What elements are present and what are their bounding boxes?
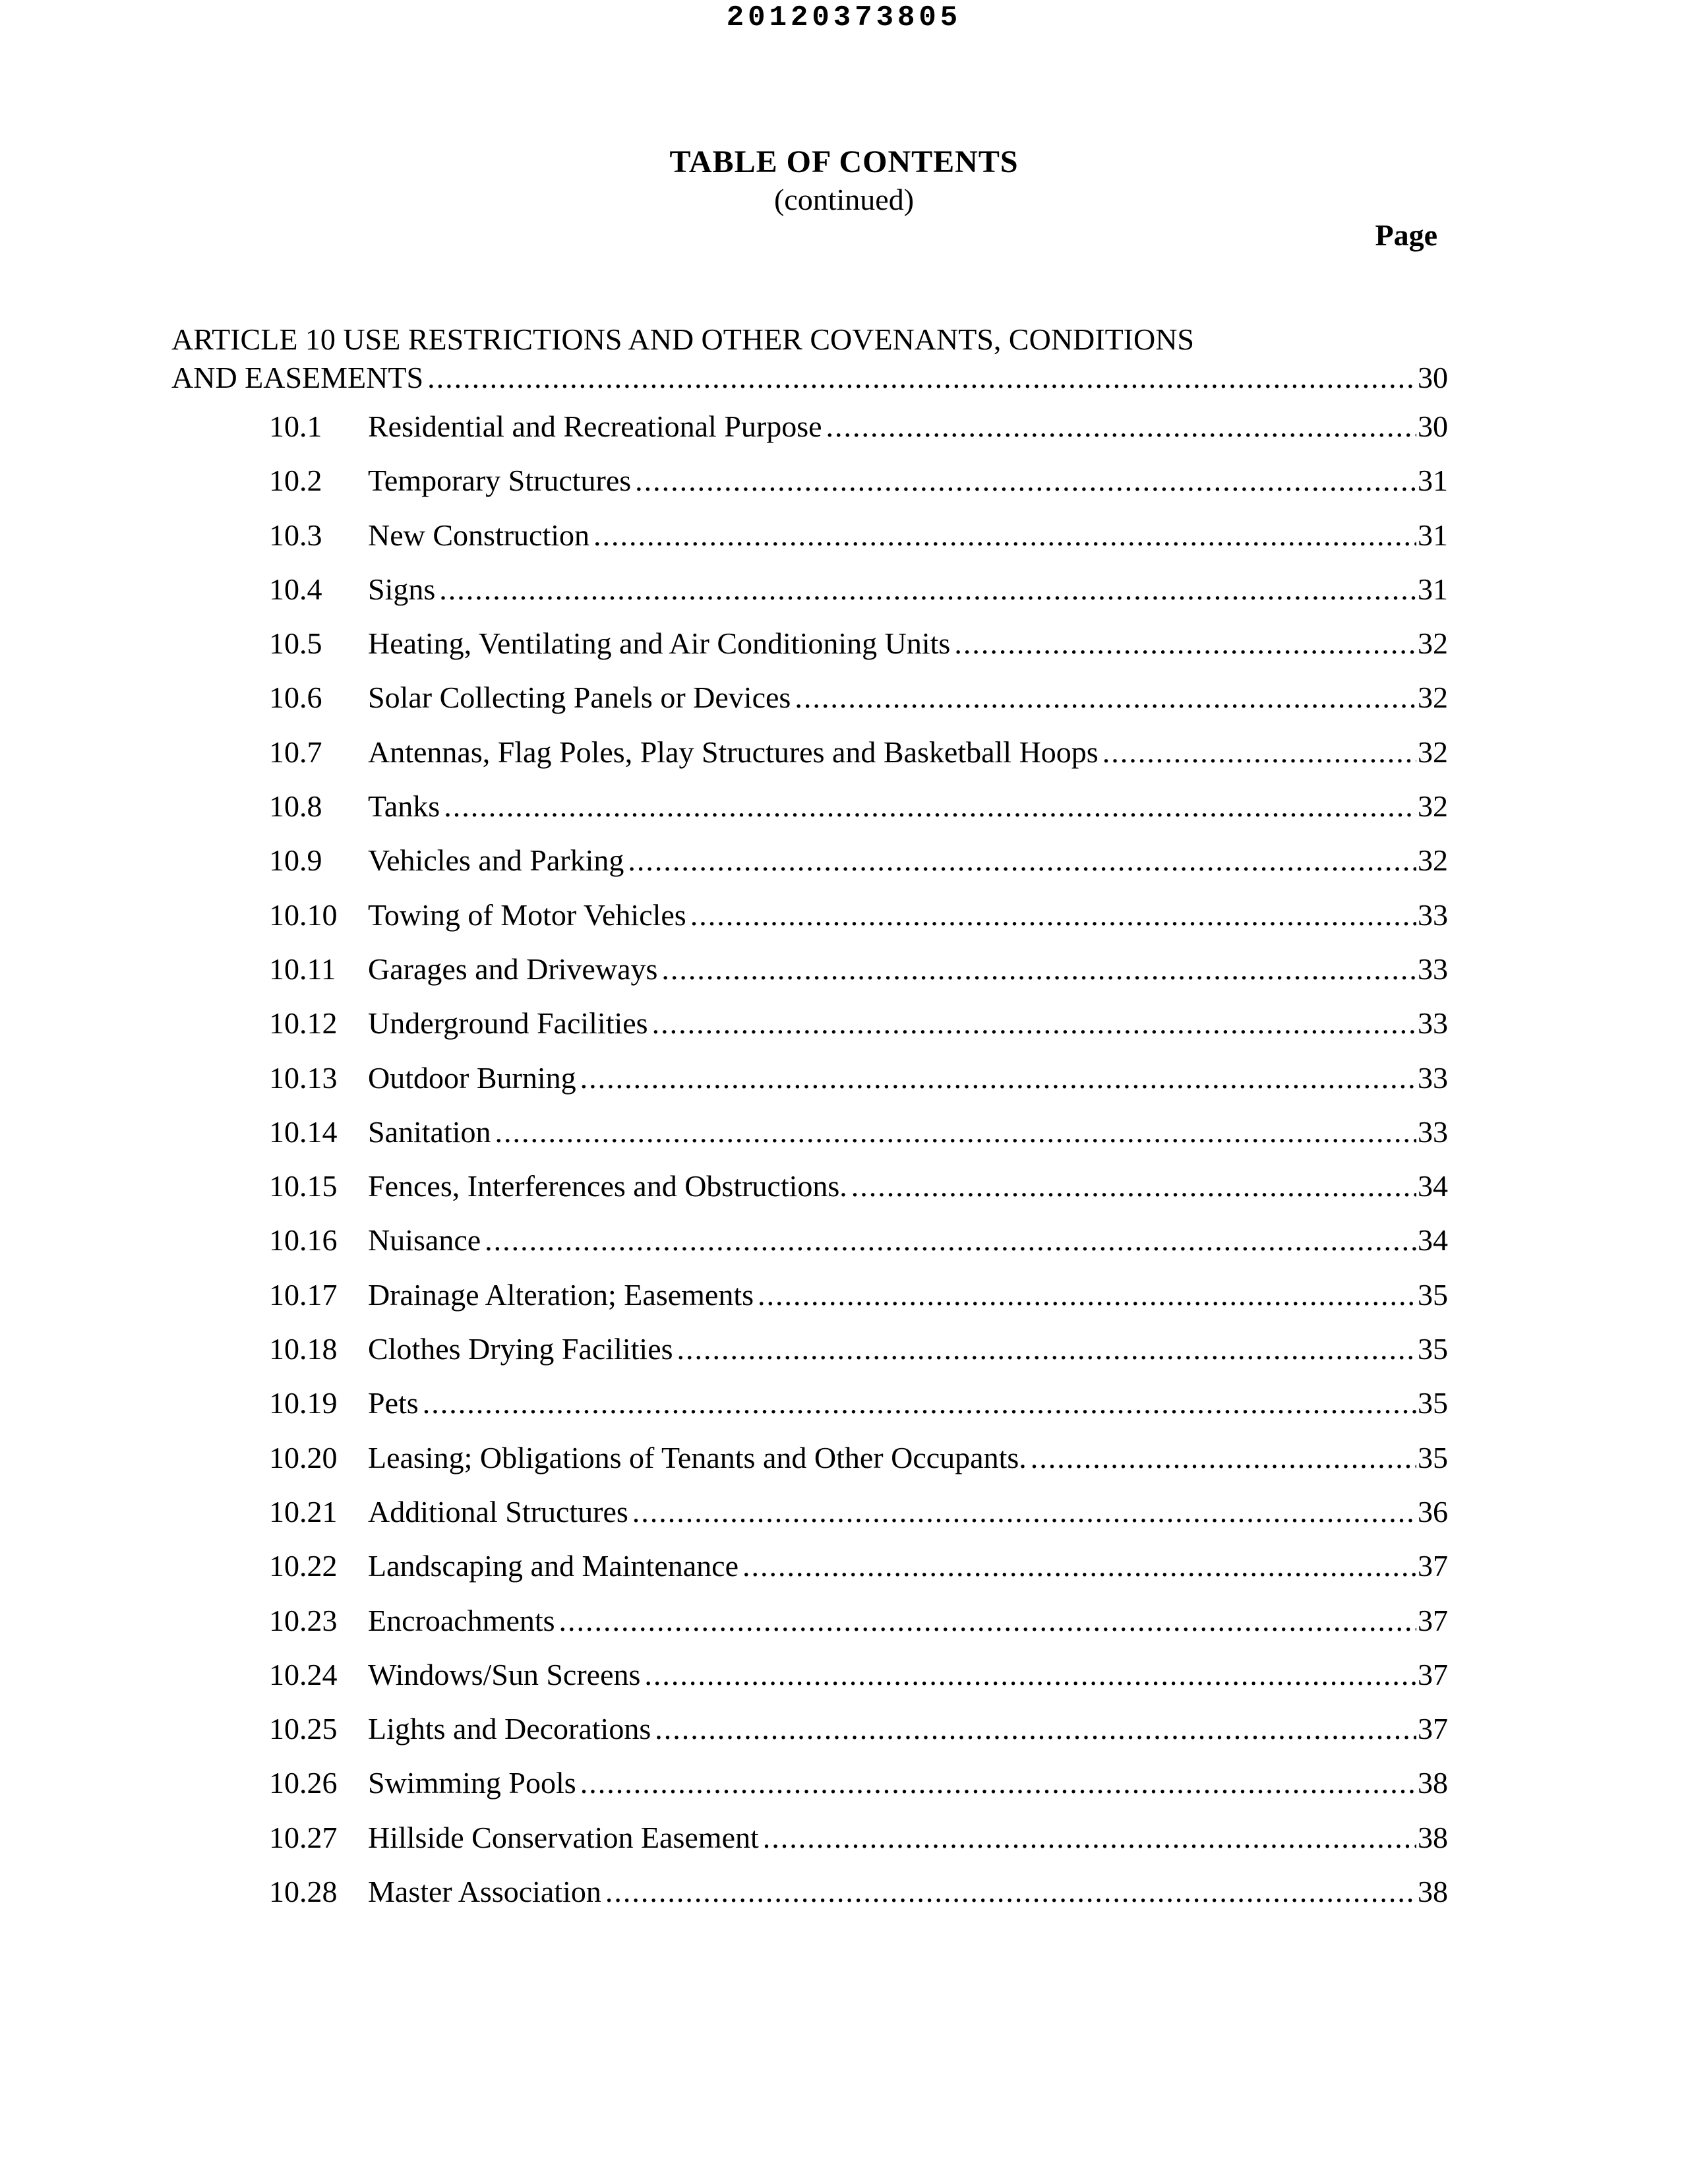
section-number: 10.17 — [269, 1277, 338, 1312]
toc-entry — [269, 463, 1448, 517]
section-title: Antennas, Flag Poles, Play Structures and Basketball Hoops — [368, 735, 1099, 769]
toc-entry — [269, 897, 1448, 952]
section-page-number: 32 — [1418, 681, 1448, 715]
article-entry — [171, 320, 1448, 397]
section-title: Additional Structures — [368, 1494, 628, 1529]
section-number: 10.6 — [269, 681, 322, 715]
section-page-number: 34 — [1418, 1223, 1448, 1258]
toc-entry — [269, 409, 1448, 463]
toc-entry — [269, 1006, 1448, 1060]
section-number: 10.12 — [269, 1006, 338, 1041]
section-title: Fences, Interferences and Obstructions. — [368, 1169, 847, 1203]
dot-leader — [661, 952, 1416, 986]
toc-entry — [269, 1711, 1448, 1765]
toc-entry — [269, 843, 1448, 897]
section-title: Outdoor Burning — [368, 1060, 576, 1095]
section-page-number: 33 — [1418, 952, 1448, 986]
section-title: Landscaping and Maintenance — [368, 1549, 738, 1583]
dot-leader — [605, 1874, 1416, 1909]
toc-entry — [269, 1277, 1448, 1331]
section-title: Residential and Recreational Purpose — [368, 410, 822, 443]
article-page-number: 30 — [1418, 361, 1448, 394]
section-page-number: 35 — [1418, 1332, 1448, 1366]
toc-entry — [269, 1440, 1448, 1494]
section-title: Nuisance — [368, 1223, 481, 1258]
dot-leader — [559, 1603, 1416, 1638]
section-page-number: 32 — [1418, 843, 1448, 878]
section-page-number: 37 — [1418, 1657, 1448, 1691]
section-page-number: 37 — [1418, 1603, 1448, 1637]
section-page-number: 31 — [1418, 518, 1448, 552]
section-number: 10.11 — [269, 952, 336, 986]
section-title: Heating, Ventilating and Air Conditioning Units — [368, 626, 951, 661]
section-title: Swimming Pools — [368, 1766, 576, 1800]
section-number: 10.4 — [269, 572, 322, 606]
toc-entry — [269, 1548, 1448, 1602]
toc-subtitle: (continued) — [773, 183, 915, 216]
dot-leader — [677, 1331, 1416, 1366]
toc-entry — [269, 680, 1448, 734]
section-page-number: 35 — [1418, 1277, 1448, 1312]
toc-entry — [269, 1331, 1448, 1385]
toc-entry — [269, 1874, 1448, 1928]
toc-entry — [269, 626, 1448, 680]
section-page-number: 38 — [1418, 1875, 1448, 1909]
section-page-number: 33 — [1418, 897, 1448, 932]
section-number: 10.25 — [269, 1712, 338, 1746]
toc-title: TABLE OF CONTENTS — [669, 144, 1019, 179]
section-title: Garages and Driveways — [368, 952, 658, 986]
dot-leader — [444, 789, 1416, 824]
dot-leader — [826, 409, 1416, 444]
section-page-number: 36 — [1418, 1494, 1448, 1529]
section-number: 10.5 — [269, 626, 322, 661]
dot-leader — [1102, 735, 1416, 770]
dot-leader — [632, 1494, 1416, 1529]
toc-entry — [269, 518, 1448, 572]
section-page-number: 34 — [1418, 1169, 1448, 1203]
toc-entry — [269, 572, 1448, 626]
section-number: 10.7 — [269, 735, 322, 769]
section-number: 10.3 — [269, 518, 322, 552]
dot-leader — [580, 1060, 1416, 1095]
toc-entry — [269, 952, 1448, 1006]
section-page-number: 38 — [1418, 1820, 1448, 1854]
section-title: Encroachments — [368, 1603, 555, 1637]
dot-leader — [423, 1385, 1416, 1420]
dot-leader — [644, 1657, 1416, 1692]
section-number: 10.10 — [269, 897, 338, 932]
section-title: Temporary Structures — [368, 464, 632, 498]
section-page-number: 30 — [1418, 410, 1448, 443]
dot-leader — [763, 1820, 1416, 1855]
section-title: Windows/Sun Screens — [368, 1657, 641, 1691]
section-title: Leasing; Obligations of Tenants and Other Occupants. — [368, 1440, 1027, 1474]
section-page-number: 32 — [1418, 626, 1448, 661]
section-title: Vehicles and Parking — [368, 843, 624, 878]
toc-entry — [269, 1494, 1448, 1548]
section-number: 10.26 — [269, 1766, 338, 1800]
section-number: 10.14 — [269, 1114, 338, 1149]
section-title: Hillside Conservation Easement — [368, 1820, 759, 1854]
toc-entry — [269, 1657, 1448, 1711]
dot-leader — [427, 359, 1416, 397]
section-list — [269, 409, 1448, 1928]
article-heading-line2-text: AND EASEMENTS — [171, 361, 424, 394]
toc-entry — [269, 1060, 1448, 1114]
page-column-header: Page — [1375, 218, 1437, 252]
dot-leader — [652, 1006, 1416, 1041]
toc-entry — [269, 789, 1448, 843]
article-heading-line1: ARTICLE 10 USE RESTRICTIONS AND OTHER COVENANTS, CONDITIONS — [171, 322, 1195, 356]
section-number: 10.9 — [269, 843, 322, 878]
dot-leader — [495, 1114, 1416, 1149]
section-number: 10.22 — [269, 1549, 338, 1583]
section-title: Signs — [368, 572, 436, 606]
section-title: Pets — [368, 1386, 419, 1420]
section-page-number: 31 — [1418, 572, 1448, 606]
section-number: 10.2 — [269, 464, 322, 498]
dot-leader — [1031, 1440, 1416, 1475]
section-page-number: 38 — [1418, 1766, 1448, 1800]
dot-leader — [485, 1223, 1416, 1258]
section-page-number: 32 — [1418, 789, 1448, 824]
section-page-number: 35 — [1418, 1440, 1448, 1474]
toc-entry — [269, 1114, 1448, 1168]
toc-entry — [269, 1603, 1448, 1657]
document-number: 20120373805 — [726, 1, 962, 34]
section-page-number: 31 — [1418, 464, 1448, 498]
section-number: 10.15 — [269, 1169, 338, 1203]
section-number: 10.20 — [269, 1440, 338, 1474]
dot-leader — [690, 897, 1416, 932]
section-page-number: 32 — [1418, 735, 1448, 769]
toc-entry — [269, 1765, 1448, 1819]
section-title: Tanks — [368, 789, 440, 824]
dot-leader — [758, 1277, 1416, 1312]
section-number: 10.23 — [269, 1603, 338, 1637]
dot-leader — [851, 1168, 1416, 1203]
dot-leader — [580, 1765, 1416, 1800]
section-number: 10.21 — [269, 1494, 338, 1529]
section-number: 10.8 — [269, 789, 322, 824]
section-number: 10.1 — [269, 410, 322, 443]
section-title: New Construction — [368, 518, 590, 552]
section-title: Sanitation — [368, 1114, 491, 1149]
article-heading-line2 — [171, 359, 1448, 397]
dot-leader — [628, 843, 1416, 878]
section-number: 10.28 — [269, 1875, 338, 1909]
dot-leader — [635, 463, 1416, 498]
toc-entry — [269, 1820, 1448, 1874]
section-title: Clothes Drying Facilities — [368, 1332, 673, 1366]
section-page-number: 33 — [1418, 1060, 1448, 1095]
section-title: Master Association — [368, 1875, 601, 1909]
section-number: 10.19 — [269, 1386, 338, 1420]
section-title: Underground Facilities — [368, 1006, 648, 1041]
section-page-number: 33 — [1418, 1006, 1448, 1041]
section-number: 10.13 — [269, 1060, 338, 1095]
section-page-number: 37 — [1418, 1712, 1448, 1746]
section-page-number: 33 — [1418, 1114, 1448, 1149]
dot-leader — [742, 1548, 1416, 1583]
section-title: Solar Collecting Panels or Devices — [368, 681, 791, 715]
toc-entry — [269, 1168, 1448, 1223]
toc-entry — [269, 735, 1448, 789]
section-title: Drainage Alteration; Easements — [368, 1277, 754, 1312]
section-number: 10.27 — [269, 1820, 338, 1854]
section-number: 10.16 — [269, 1223, 338, 1258]
section-title: Lights and Decorations — [368, 1712, 651, 1746]
toc-entry — [269, 1223, 1448, 1277]
section-page-number: 37 — [1418, 1549, 1448, 1583]
section-title: Towing of Motor Vehicles — [368, 897, 686, 932]
toc-entry — [269, 1385, 1448, 1440]
dot-leader — [439, 572, 1416, 607]
section-number: 10.18 — [269, 1332, 338, 1366]
dot-leader — [593, 518, 1416, 553]
section-page-number: 35 — [1418, 1386, 1448, 1420]
dot-leader — [655, 1711, 1416, 1746]
dot-leader — [795, 680, 1416, 715]
dot-leader — [954, 626, 1416, 661]
section-number: 10.24 — [269, 1657, 338, 1691]
